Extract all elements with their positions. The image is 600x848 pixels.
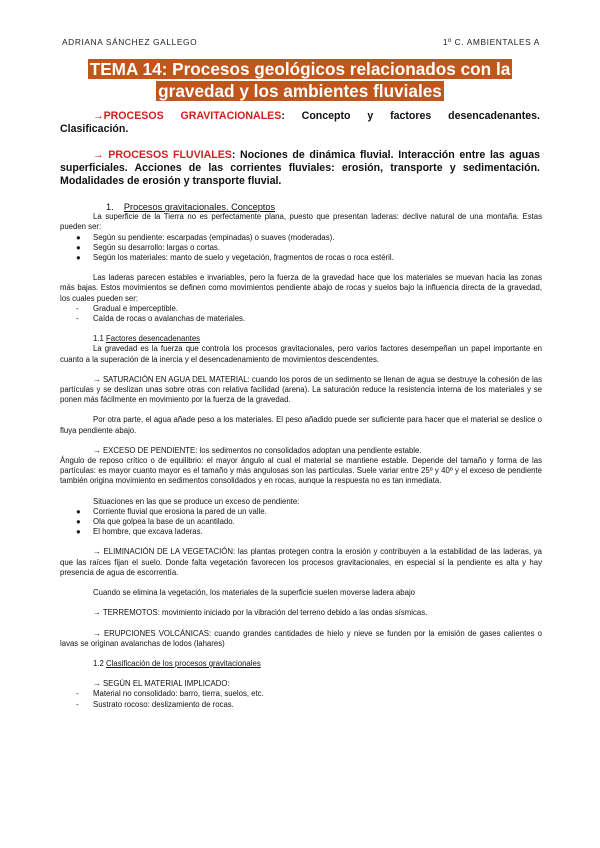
list-item: ● Según los materiales: manto de suelo y vegetación, fragmentos de rocas o roca estéril. — [76, 253, 394, 263]
section-1-heading — [60, 202, 542, 212]
section-1-paragraph-2: Las laderas parecen estables e invariables, pero la fuerza de la gravedad hace que los materiales se muevan hacia las zonas más bajas. Estos movimientos se definen como movimientos pendiente abajo de rocas y suelos bajo la influencia directa de la gravedad, los cuales pueden ser: — [60, 273, 542, 303]
movement-types-list — [60, 304, 542, 324]
list-item: - Sustrato rocoso: deslizamiento de rocas. — [76, 699, 234, 709]
slope-types-list — [60, 233, 542, 264]
vegetation-removal-paragraph: Cuando se elimina la vegetación, los materiales de la superficie suelen moverse ladera abajo — [93, 588, 416, 598]
earthquakes-paragraph: → TERREMOTOS: movimiento iniciado por la vibración del terreno debido a las ondas sísmicas. — [93, 608, 428, 618]
intro-gravitational-text: : Concepto y factores desencadenantes. Clasificación. — [60, 110, 540, 135]
weight-paragraph: Por otra parte, el agua añade peso a los materiales. El peso añadido puede ser suficiente para hacer que el material se deslice o fluya pendiente abajo. — [60, 415, 542, 435]
vegetation-paragraph: → ELIMINACIÓN DE LA VEGETACIÓN: las plantas protegen contra la erosión y contribuyen a la estabilidad de las laderas, ya que las raíces fijan el suelo. Donde falta vegetación favorecen los procesos gravitacionales, en especial si la pendiente es alta y hay presencia de agua de escorrentía. — [60, 547, 542, 577]
list-item: - Material no consolidado: barro, tierra, suelos, etc. — [76, 689, 264, 699]
page-title — [60, 59, 540, 103]
intro-fluvial — [60, 149, 540, 188]
section-1-2-number: 1.2 — [93, 658, 104, 668]
eruptions-paragraph: → ERUPCIONES VOLCÁNICAS: cuando grandes cantidades de hielo y nieve se funden por la emisión de gases calientes o lavas se originan avalanchas de lodos (lahares) — [60, 628, 542, 648]
slope-situations-list — [60, 507, 542, 538]
repose-angle-paragraph: Ángulo de reposo crítico o de equilibrio: el mayor ángulo al cual el material se mantiene estable. Depende del tamaño y forma de las partículas: es mayor cuanto mayor es el tamaño y más angulosas son las partículas. Suele variar entre 25º y 40º y el exceso de pendiente también origina movimiento en sedimentos consolidados y en rocas, aunque la respuesta no es tan inmediata. — [60, 456, 542, 486]
header-course: 1º C. AMBIENTALES A — [442, 37, 540, 47]
list-item: ● Según su pendiente: escarpadas (empinadas) o suaves (moderadas). — [76, 232, 335, 242]
section-1-paragraph-1: La superficie de la Tierra no es perfectamente plana, puesto que presentan laderas: declive natural de una montaña. Estas pueden ser: — [60, 212, 542, 232]
intro-gravitational — [60, 110, 540, 136]
header-author: ADRIANA SÁNCHEZ GALLEGO — [62, 37, 198, 47]
section-1-1-number: 1.1 — [93, 334, 104, 344]
list-item: ● Corriente fluvial que erosiona la pared de un valle. — [76, 506, 267, 516]
intro-fluvial-text: : Nociones de dinámica fluvial. Interacción entre las aguas superficiales. Acciones de las corrientes fluviales: erosión, transporte y sedimentación. Modalidades de erosión y transporte fluvial. — [60, 149, 540, 187]
section-1-1-paragraph-1: La gravedad es la fuerza que controla los procesos gravitacionales, pero varios factores desempeñan un papel importante en cuanto a la superación de la inercia y el desencadenamiento de movimientos descendentes. — [60, 344, 542, 364]
section-1-2-heading — [60, 659, 542, 669]
section-1-2-title: Clasificación de los procesos gravitacionales — [106, 658, 261, 668]
list-item: - Gradual e imperceptible. — [76, 303, 178, 313]
intro-fluvial-label: → PROCESOS FLUVIALES — [93, 149, 232, 161]
section-1-1-heading — [60, 334, 542, 344]
list-item: ● El hombre, que excava laderas. — [76, 527, 203, 537]
section-1-1-title: Factores desencadenantes — [106, 334, 201, 344]
slope-situations-paragraph: Situaciones en las que se produce un exceso de pendiente: — [93, 496, 300, 506]
title-line-2: gravedad y los ambientes fluviales — [158, 81, 442, 101]
section-1-number: 1. — [106, 202, 114, 212]
title-line-1: TEMA 14: Procesos geológicos relacionados con la — [89, 59, 511, 79]
material-types-list — [60, 689, 542, 709]
section-1 — [60, 202, 542, 710]
saturation-paragraph: → SATURACIÓN EN AGUA DEL MATERIAL: cuando los poros de un sedimento se llenan de agua se destruye la cohesión de las partículas y se deslizan unas sobre otras con relativa facilidad (arena). La saturación reduce la resistencia interna de los materiales y se ponen más fácilmente en movimiento por la fuerza de la gravedad. — [60, 374, 542, 405]
list-item: - Caída de rocas o avalanchas de materiales. — [76, 314, 246, 324]
intro-gravitational-label: →PROCESOS GRAVITACIONALES — [93, 110, 282, 122]
list-item: ● Ola que golpea la base de un acantilado. — [76, 517, 235, 527]
section-1-title: Procesos gravitacionales. Conceptos — [123, 202, 276, 212]
material-criterion: → SEGÚN EL MATERIAL IMPLICADO: — [93, 679, 230, 689]
list-item: ● Según su desarrollo: largas o cortas. — [76, 242, 220, 252]
slope-excess-paragraph: → EXCESO DE PENDIENTE: los sedimentos no consolidados adoptan una pendiente estable. — [93, 445, 422, 455]
